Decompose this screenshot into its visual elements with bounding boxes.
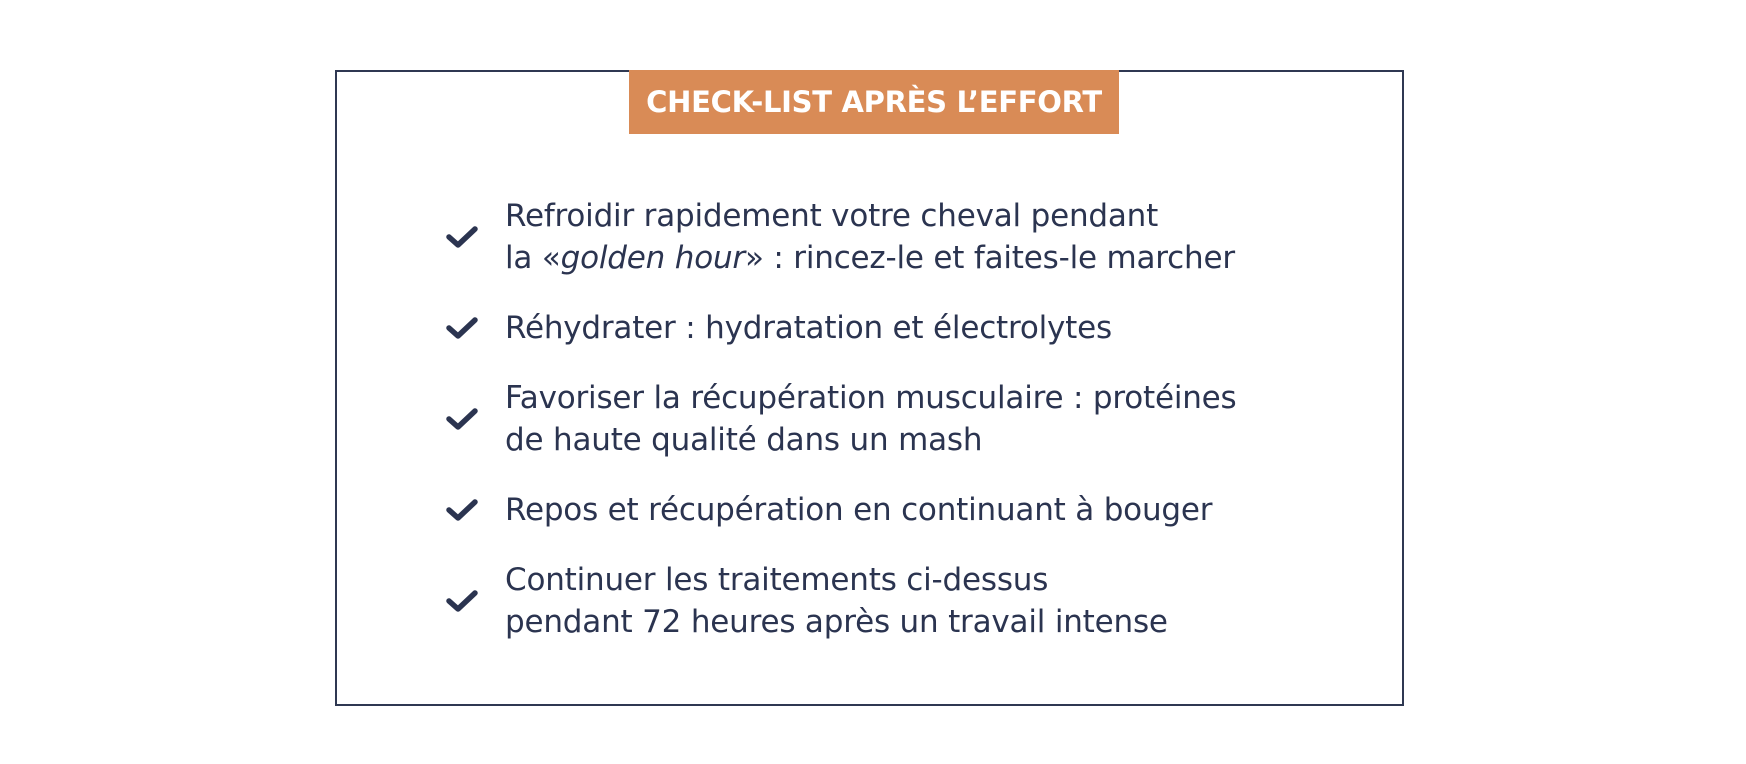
checklist-item <box>445 377 1237 461</box>
check-icon <box>445 314 481 342</box>
checklist-item-line: pendant 72 heures après un travail intense <box>505 604 1168 640</box>
check-icon <box>445 587 481 615</box>
checklist-item-text <box>505 307 1112 349</box>
checklist-item <box>445 307 1237 349</box>
check-icon <box>445 496 481 524</box>
golden-hour-emphasis: golden hour <box>560 240 745 276</box>
check-icon <box>445 223 481 251</box>
checklist-item-line: Favoriser la récupération musculaire : protéines <box>505 380 1237 416</box>
quote-close-text: » : rincez-le et faites-le marcher <box>744 240 1235 276</box>
checklist-card <box>335 70 1404 706</box>
checklist-title: CHECK-LIST APRÈS L’EFFORT <box>646 85 1102 119</box>
checklist-item-line <box>505 237 1235 279</box>
checklist-item-text <box>505 377 1237 461</box>
checklist-item-line: Réhydrater : hydratation et électrolytes <box>505 310 1112 346</box>
checklist-item-line: de haute qualité dans un mash <box>505 422 983 458</box>
checklist-item-line: Continuer les traitements ci-dessus <box>505 562 1049 598</box>
check-icon <box>445 405 481 433</box>
checklist-item <box>445 195 1237 279</box>
checklist-item <box>445 489 1237 531</box>
checklist-item-text <box>505 559 1168 643</box>
checklist-item-text <box>505 195 1235 279</box>
checklist <box>445 195 1237 671</box>
checklist-item-line: Repos et récupération en continuant à bouger <box>505 492 1213 528</box>
checklist-title-banner <box>629 70 1119 134</box>
quote-open-text: la « <box>505 240 561 276</box>
checklist-item <box>445 559 1237 643</box>
checklist-item-line: Refroidir rapidement votre cheval pendant <box>505 198 1159 234</box>
checklist-item-text <box>505 489 1212 531</box>
